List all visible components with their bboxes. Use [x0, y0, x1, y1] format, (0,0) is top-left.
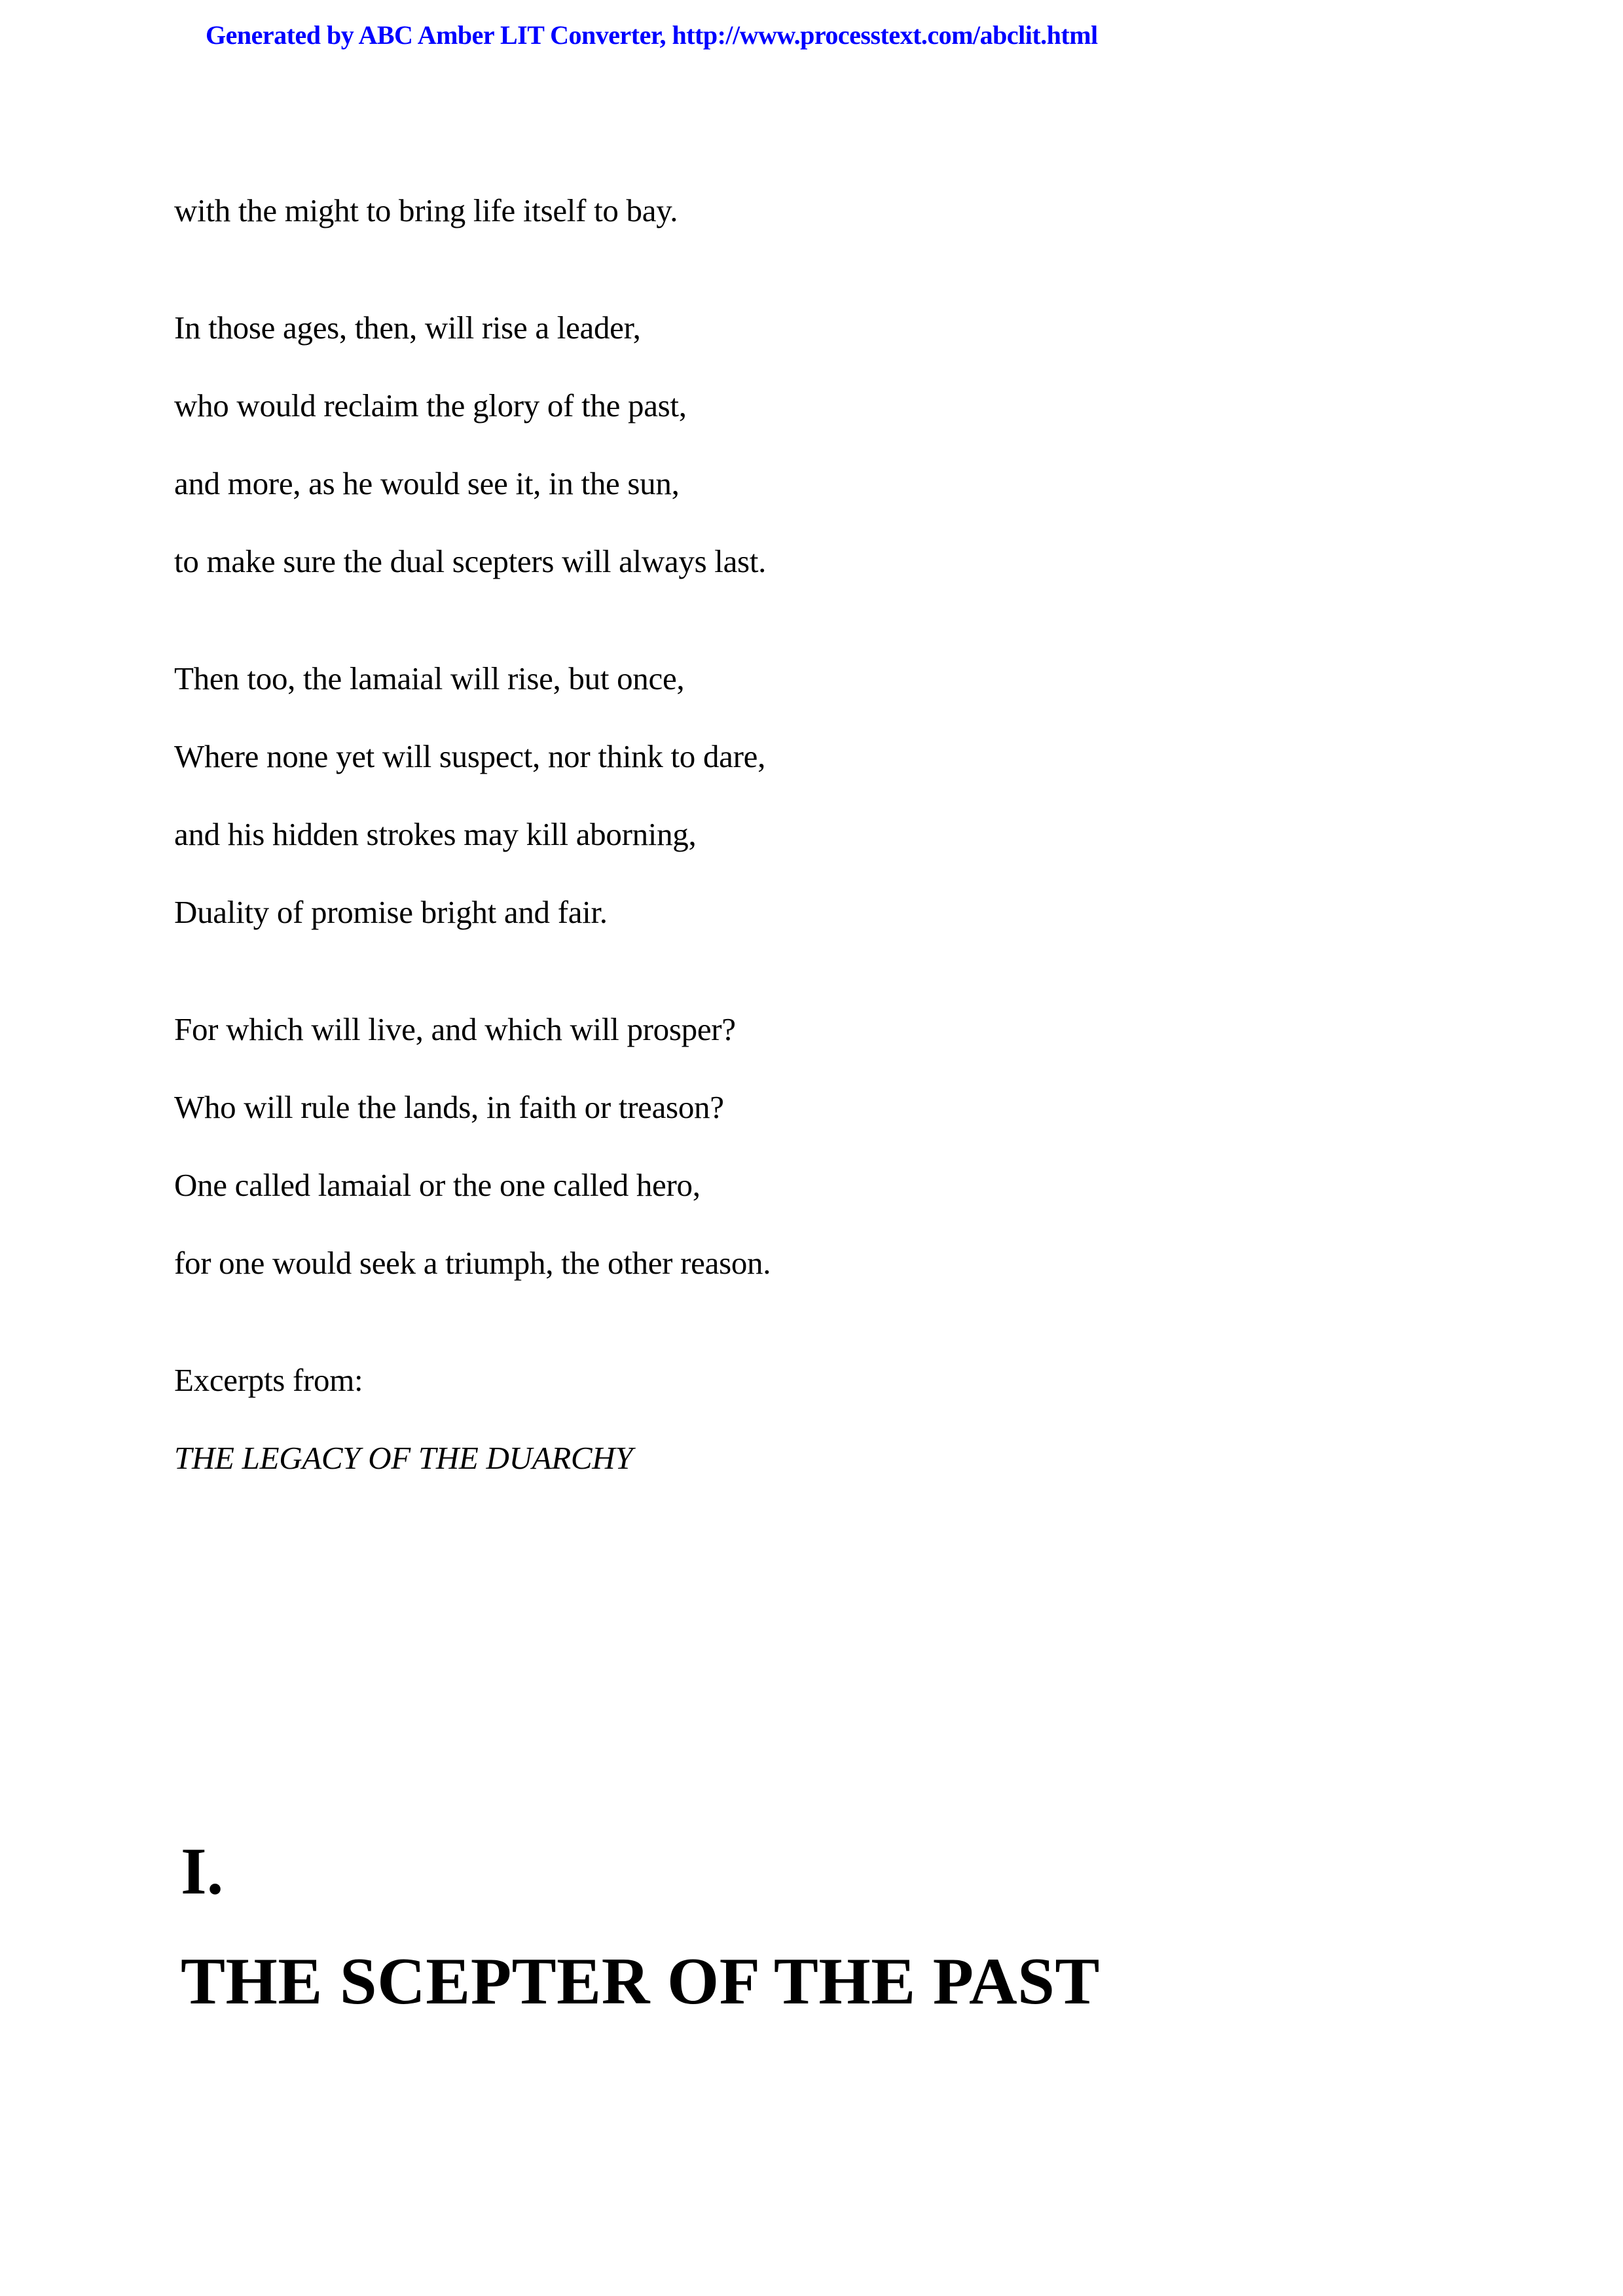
poem-line: and his hidden strokes may kill aborning,	[174, 816, 697, 852]
poem-line: Who will rule the lands, in faith or treason?	[174, 1089, 724, 1125]
poem-line: Duality of promise bright and fair.	[174, 894, 608, 930]
attribution	[174, 1361, 1484, 1478]
poem-stanza	[174, 308, 1484, 581]
poem-line: For which will live, and which will prosper?	[174, 1011, 736, 1047]
poem-line: to make sure the dual scepters will always last.	[174, 543, 767, 579]
chapter-title: THE SCEPTER OF THE PAST	[181, 1945, 1100, 2018]
poem-stanza	[174, 659, 1484, 932]
poem-line: with the might to bring life itself to bay.	[174, 192, 678, 228]
poem-line: In those ages, then, will rise a leader,	[174, 310, 641, 346]
generator-link[interactable]: Generated by ABC Amber LIT Converter, http://www.processtext.com/abclit.html	[206, 20, 1098, 50]
poem-line: Where none yet will suspect, nor think to dare,	[174, 738, 766, 774]
document-body	[174, 191, 1484, 1516]
poem-stanza	[174, 1010, 1484, 1283]
poem-line: and more, as he would see it, in the sun,	[174, 465, 680, 501]
poem-line: who would reclaim the glory of the past,	[174, 387, 687, 423]
attribution-source: THE LEGACY OF THE DUARCHY	[174, 1440, 633, 1476]
poem-line: Then too, the lamaial will rise, but once,	[174, 660, 685, 696]
poem-line: for one would seek a triumph, the other reason.	[174, 1245, 771, 1281]
chapter-number: I.	[181, 1835, 224, 1909]
attribution-label: Excerpts from:	[174, 1362, 363, 1398]
poem-line: One called lamaial or the one called hero,	[174, 1167, 701, 1203]
